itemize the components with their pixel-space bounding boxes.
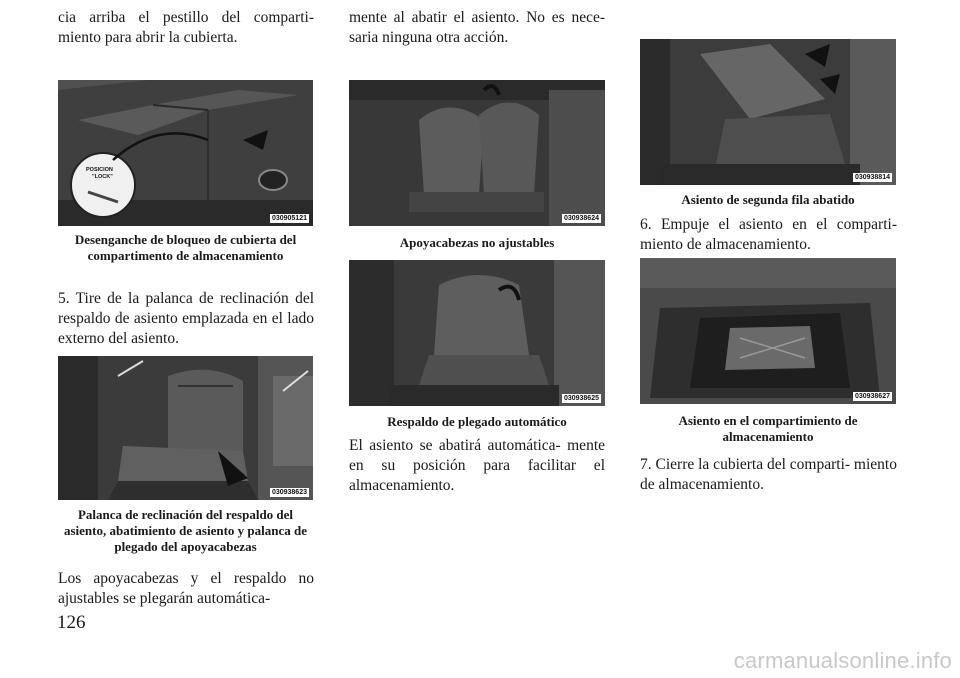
figure-code: 030938814 bbox=[854, 174, 890, 181]
page-number: 126 bbox=[57, 612, 86, 633]
step-7-paragraph: 7. Cierre la cubierta del comparti- miento de almacenamiento. bbox=[640, 456, 897, 493]
folded-seat-illustration bbox=[640, 39, 896, 185]
cover-latch-photo bbox=[58, 80, 313, 226]
figure-code: 030938627 bbox=[854, 393, 890, 400]
step-5-paragraph: 5. Tire de la palanca de reclinación del respaldo de asiento emplazada en el lado externo del asiento. bbox=[58, 290, 314, 347]
figure-caption: Asiento de segunda fila abatido bbox=[681, 192, 855, 207]
folding-backrest-photo bbox=[349, 260, 605, 406]
lock-label-1: POSICION bbox=[86, 167, 113, 173]
continued-paragraph: mente al abatir el asiento. No es nece- saria ninguna otra acción. bbox=[349, 9, 605, 46]
figure-caption: Desenganche de bloqueo de cubierta del compartimento de almacenamiento bbox=[74, 232, 297, 263]
intro-paragraph: cia arriba el pestillo del comparti- miento para abrir la cubierta. bbox=[58, 9, 314, 46]
recline-lever-photo bbox=[58, 356, 313, 500]
headrest-illustration bbox=[349, 80, 605, 226]
figure-caption: Palanca de reclinación del respaldo del asiento, abatimiento de asiento y palanca de plegado del apoyacabezas bbox=[63, 507, 308, 554]
folding-backrest-illustration bbox=[349, 260, 605, 406]
figure-caption: Apoyacabezas no ajustables bbox=[399, 235, 555, 250]
figure-code: 030938625 bbox=[563, 395, 599, 402]
step-6-paragraph: 6. Empuje el asiento en el comparti- miento de almacenamiento. bbox=[640, 216, 897, 253]
folded-seat-photo bbox=[640, 39, 896, 185]
figure-code: 030938623 bbox=[271, 489, 307, 496]
figure-caption: Respaldo de plegado automático bbox=[387, 414, 567, 429]
stowed-seat-photo bbox=[640, 258, 896, 404]
fold-text-paragraph: El asiento se abatirá automática- mente en su posición para facilitar el almacenamiento. bbox=[349, 437, 605, 494]
headrest-photo bbox=[349, 80, 605, 226]
figure-caption: Asiento en el compartimiento de almacenamiento bbox=[678, 413, 858, 444]
cover-latch-illustration bbox=[58, 80, 313, 226]
stowed-seat-illustration bbox=[640, 258, 896, 404]
lock-label-2: "LOCK" bbox=[92, 174, 113, 180]
figure-code: 030905121 bbox=[271, 215, 307, 222]
recline-lever-illustration bbox=[58, 356, 313, 500]
figure-code: 030938624 bbox=[563, 215, 599, 222]
watermark: carmanualsonline.info bbox=[733, 648, 952, 673]
outro-paragraph: Los apoyacabezas y el respaldo no ajustables se plegarán automática- bbox=[58, 570, 314, 607]
